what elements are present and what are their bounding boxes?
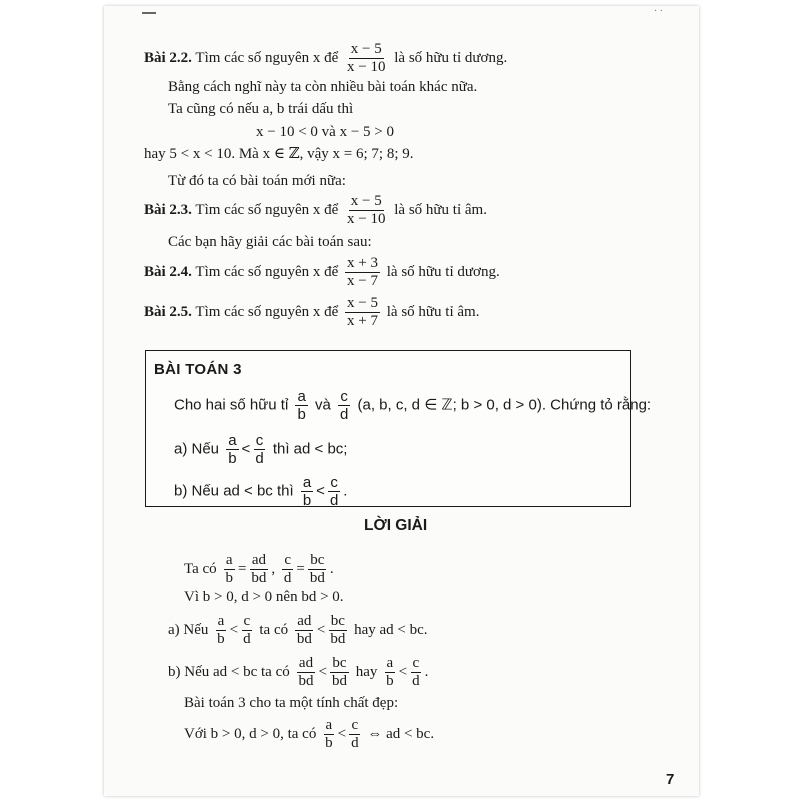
fraction-ad-bd: $\frac{ad}{bd}$ — [298, 655, 314, 689]
fraction-c-d: $\frac{c}{d}$ — [329, 474, 339, 509]
problem-label: Bài 2.2. — [144, 49, 192, 66]
fraction-c-d: $\frac{c}{d}$ — [255, 432, 264, 467]
fraction-c-d: $\frac{c}{d}$ — [339, 388, 349, 423]
fraction-a-b: $\frac{a}{b}$ — [225, 552, 233, 586]
fraction-bc-bd: $\frac{bc}{bd}$ — [331, 655, 347, 689]
edge-mark — [142, 12, 156, 14]
fraction-c-d: $\frac{c}{d}$ — [351, 717, 359, 751]
problem-3-title: BÀI TOÁN 3 — [154, 361, 242, 378]
fraction-a-b: $\frac{a}{b}$ — [297, 388, 306, 423]
fraction-a-b: $\frac{a}{b}$ — [228, 432, 237, 467]
corner-marks: · · — [653, 6, 663, 17]
problem-2-3: Bài 2.3. Tìm các số nguyên x để $\frac{x - 5}{x - 10}$ là số hữu tỉ âm. — [144, 193, 487, 227]
fraction-a-b: $\frac{a}{b}$ — [302, 474, 312, 509]
solution-line-6: Với b > 0, d > 0, ta có $\frac{a}{b}$ < $\frac{c}{d}$ ⇔ ad < bc. — [184, 717, 435, 751]
problem-3-part-a: a) Nếu $\frac{a}{b}$ < $\frac{c}{d}$ thì ad < bc; — [174, 432, 348, 467]
book-page — [104, 6, 699, 796]
problem-3-box — [145, 350, 652, 509]
solution-heading: LỜI GIẢI — [364, 517, 428, 534]
fraction: $\frac{x - 5}{x + 7}$ — [347, 295, 379, 329]
inequality-line: x − 10 < 0 và x − 5 > 0 — [256, 124, 394, 140]
problem-2-5: Bài 2.5. Tìm các số nguyên x để $\frac{x - 5}{x + 7}$ là số hữu tỉ âm. — [144, 295, 480, 329]
problem-3-part-b: b) Nếu ad < bc thì $\frac{a}{b}$ < $\frac{c}{d}$ . — [174, 474, 348, 509]
problem-label: Bài 2.4. — [144, 263, 192, 280]
problem-3-statement: Cho hai số hữu tỉ $\frac{a}{b}$ và $\frac{c}{d}$ (a, b, c, d ∈ ℤ; b > 0, d > 0). Chứng tỏ rằng: — [174, 388, 652, 423]
fraction-ad-bd: $\frac{ad}{bd}$ — [296, 613, 312, 647]
fraction-a-b: $\frac{a}{b}$ — [325, 717, 333, 751]
fraction-ad-bd: $\frac{ad}{bd}$ — [251, 552, 267, 586]
text-line: Từ đó ta có bài toán mới nữa: — [168, 173, 346, 189]
fraction-bc-bd: $\frac{bc}{bd}$ — [309, 552, 325, 586]
text-line: Bằng cách nghĩ này ta còn nhiều bài toán khác nữa. — [168, 79, 478, 95]
problem-2-2: Bài 2.2. Tìm các số nguyên x để $\frac{x - 5}{x - 10}$ là số hữu tỉ dương. — [144, 41, 508, 75]
solution-line-1: Ta có $\frac{a}{b}$ = $\frac{ad}{bd}$ , $\frac{c}{d}$ = $\frac{bc}{bd}$ . — [184, 552, 334, 586]
fraction-a-b: $\frac{a}{b}$ — [217, 613, 225, 647]
fraction-c-d: $\frac{c}{d}$ — [412, 655, 420, 689]
solution-part-a: a) Nếu $\frac{a}{b}$ < $\frac{c}{d}$ ta có $\frac{ad}{bd}$ < $\frac{bc}{bd}$ hay ad < bc. — [168, 613, 428, 647]
problem-label: Bài 2.5. — [144, 303, 192, 320]
page-number: 7 — [666, 771, 675, 788]
fraction-c-d: $\frac{c}{d}$ — [283, 552, 292, 586]
problem-2-4: Bài 2.4. Tìm các số nguyên x để $\frac{x + 3}{x - 7}$ là số hữu tỉ dương. — [144, 255, 500, 289]
solution-line-2: Vì b > 0, d > 0 nên bd > 0. — [184, 589, 344, 605]
problem-label: Bài 2.3. — [144, 201, 192, 218]
fraction-c-d: $\frac{c}{d}$ — [243, 613, 251, 647]
solution-part-b: b) Nếu ad < bc ta có $\frac{ad}{bd}$ < $\frac{bc}{bd}$ hay $\frac{a}{b}$ < $\frac{c}{d}$ . — [168, 655, 429, 689]
fraction-bc-bd: $\frac{bc}{bd}$ — [330, 613, 346, 647]
fraction: $\frac{x + 3}{x - 7}$ — [347, 255, 379, 289]
text-line: hay 5 < x < 10. Mà x ∈ ℤ, vậy x = 6; 7; 8; 9. — [144, 146, 414, 162]
text-line: Các bạn hãy giải các bài toán sau: — [168, 234, 372, 250]
text-line: Ta cũng có nếu a, b trái dấu thì — [168, 101, 354, 117]
fraction: $\frac{x - 5}{x - 10}$ — [347, 41, 386, 75]
fraction: $\frac{x - 5}{x - 10}$ — [347, 193, 386, 227]
solution-line-5: Bài toán 3 cho ta một tính chất đẹp: — [184, 695, 399, 711]
fraction-a-b: $\frac{a}{b}$ — [386, 655, 394, 689]
